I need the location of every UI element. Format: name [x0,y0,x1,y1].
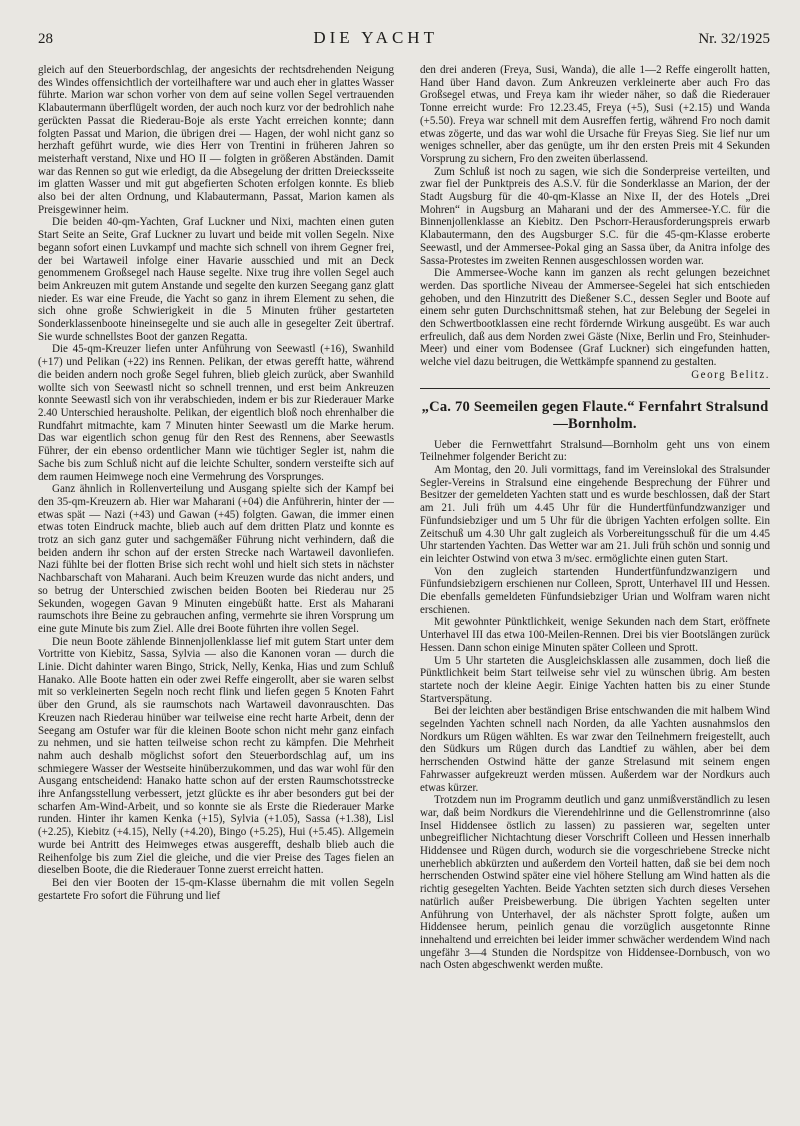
section-divider [420,388,770,389]
paragraph: Die neun Boote zählende Binnenjollenklasse lief mit gutem Start unter dem Vortritte von Kiebitz, Sassa, Sylvia — also die Kanonen voran — durch die Linie. Dicht dahinter waren Bingo, Strick, Nelly, Kenka, Hias und zum Schluß Hanako. Alle Boote hatten ein oder zwei Reffe eingerollt, aber sie waren selbst mit so verkleinerten Segeln noch recht flink und liefen gegen 5 Knoten Fahrt über den Grund, als sie raumschots nach Wartaweil davonrauschten. Das Kreuzen nach Riederau hinüber war teilweise eine recht harte Arbeit, denn der Seegang am Ostufer war für die kleinen Boote schon nicht mehr ganz einfach zu nehmen, und sie hatten teilweise schon recht zu kämpfen. Die Mehrheit nahm auch deshalb möglichst sofort den Steuerbordschlag auf, um ins schmiegere Wasser der Westseite hinüberzukommen, und das war wohl für den Ausgang entscheidend: Hanako hatte schon auf der ersten Raumschotsstrecke ihre Anfangsstellung verbessert, jetzt glückte es ihr aber besonders gut bei der scharfen Am-Wind-Arbeit, und so konnte sie als Erste die Riederauer Marke runden. Hinter ihr kamen Kenka (+15), Sylvia (+1.05), Sassa (+1.38), Lisl (+2.25), Kiebitz (+4.15), Nelly (+4.20), Bingo (+5.25), Hui (+5.45). Allgemein wurde bei Antritt des Heimweges etwas ausgerefft, deshalb blieb auch die Reihenfolge bis zum Ziel die gleiche, und die vier Preise des Tages fielen an dieselben Boote, die die Riederauer Tonne zuerst erreicht hatten. [38,635,394,877]
page-header [38,28,770,52]
paragraph: Um 5 Uhr starteten die Ausgleichsklassen alle zusammen, doch ließ die Pünktlichkeit beim Start teilweise sehr viel zu wünschen übrig. Am besten startete noch der kleine Aegir. Einige Yachten hatten bis zu einer Stunde Startverspätung. [420,654,770,705]
paragraph: Zum Schluß ist noch zu sagen, wie sich die Sonderpreise verteilten, und zwar fiel der Punktpreis des A.S.V. für die Sonderklasse an Marion, der der Stadt Augsburg für die 40-qm-Klasse an Nixe II, der des Hotels „Drei Mohren“ in Augsburg an Maharani und der des Ammersee-Y.C. für die Binnenjollenklasse an Kiebitz. Den Pschorr-Herausforderungspreis erwarb Klabautermann, den des Augsburger S.C. für die 45-qm-Klasse eroberte Seewastl, und der Ammersee-Pokal ging an Sassa über, da Anitra infolge des Sassa-Protestes im zweiten Rennen ausgeschlossen worden war. [420,165,770,267]
paragraph: Bei den vier Booten der 15-qm-Klasse übernahm die mit vollen Segeln gestartete Fro sofort die Führung und lief [38,877,394,902]
paragraph: Mit gewohnter Pünktlichkeit, wenige Sekunden nach dem Start, eröffnete Unterhavel III das etwa 100-Meilen-Rennen. Drei bis vier Bootslängen zurück Hessen. Dann schon einige Minuten später Colleen und Sprott. [420,616,770,654]
paragraph: gleich auf den Steuerbordschlag, der angesichts der rechtsdrehenden Neigung des Windes offensichtlich der vorteilhaftere war und auch eher in glattes Wasser führte. Marion war schon vorher von dem auf seine vollen Segel vertrauenden Klabautermann überflügelt worden, der auch noch kurz vor der bedrohlich nahe gerückten Passat die Riederau-Boje als erste Yacht erreichen konnte; dann folgten Passat und Marion, die übrigen drei — Hagen, der wohl nicht ganz so herzhaft geführt wurde, wie dies Herr von Trentini in früheren Jahren so meisterhaft verstand, Nixe und HO II — folgten in größeren Abständen. Damit war das Rennen so gut wie erledigt, da die Absegelung der dritten Dreiecksseite im glatten Wasser und mit gut abgefierten Schoten erfolgen konnte. Es blieb also bei der alten Ordnung, und Klabautermann, Passat, Marion kamen als Preisgewinner heim. [38,64,394,216]
paragraph: Die beiden 40-qm-Yachten, Graf Luckner und Nixi, machten einen guten Start Seite an Seite, Graf Luckner zu luvart und beide mit vollen Segeln. Nixe begann sofort einen Luvkampf und machte sich schnell von ihrem Gegner frei, der bei Wartaweil infolge einer Havarie ausschied und mit an Deck genommenem Großsegel nach Hause segelte. Nixe trug ihre vollen Segel auch beim Ankreuzen mit gutem Anstande und segelte den kurzen Seegang ganz glatt nieder. Es war eine Freude, die Yacht so ganz in ihrem Element zu sehen, die sich ohne große Schwierigkeit in die 5 Minuten früher gestarteten Sonderklassenboote hineinsegelte und sie auch alle in gesegelter Zeit übertraf. Sie wurde schnellstes Boot der ganzen Regatta. [38,216,394,343]
paragraph: Ueber die Fernwettfahrt Stralsund—Bornholm geht uns von einem Teilnehmer folgender Bericht zu: [420,438,770,464]
paragraph: Bei der leichten aber beständigen Brise entschwanden die mit halbem Wind segelnden Yachten schnell nach Norden, da alle Yachten ausnahmslos den Nordkurs um Rügen wählten. Es war zwar den Teilnehmern freigestellt, auch den Südkurs um Rügen durch das Landtief zu wählen, aber bei dem herrschenden Ostwind hätte der ganze Strelasund mit seinem engen Fahrwasser aufgekreuzt werden müssen. Außerdem war der Nordkurs auch etwas kürzer. [420,705,770,794]
paragraph: Am Montag, den 20. Juli vormittags, fand im Vereinslokal des Stralsunder Segler-Vereins in Stralsund eine eingehende Besprechung der Führer und Besitzer der gemeldeten Yachten statt und es wurde beschlossen, daß der Start am 21. Juli früh um 4.45 Uhr für die Hundertfünfundzwanziger und Fünfundsiebziger und um 5 Uhr für die übrigen Yachten erfolgen sollte. Ein Zeitschuß um 4.30 Uhr galt zugleich als Vorbereitungsschuß für die um 4.45 Uhr startenden Yachten. Das Wetter war am 21. Juli früh schön und sonnig und ein leichter Ostwind von etwa 3 m/sec. ermöglichte einen guten Start. [420,463,770,565]
issue-number: Nr. 32/1925 [698,31,770,47]
paragraph: Trotzdem nun im Programm deutlich und ganz unmißverständlich zu lesen war, daß beim Nordkurs die Vierendehlrinne und die Gellenstromrinne (also Insel Hiddensee östlich zu lassen) zu passieren war, segelten unter unbegreiflicher Nichtachtung dieser Vorschrift Colleen und Hessen innerhalb Hiddensee und Rügen durch, wodurch sie die vorgeschriebene Strecke nicht unerheblich abkürzten und außerdem den Vorteil hatten, daß sie bei dem noch herrschenden Ostwind später eine viel höhere Stellung am Wind hatten als die richtig gesegelten Yachten. Beide Yachten setzten sich durch dieses Versehen natürlich außer Preisbewerbung. Die übrigen Yachten segelten unter Anführung von Unterhavel, der als nächster Sprott folgte, außen um Hiddensee herum, peinlich genau die vorzüglich ausgetonnte Rinne innehaltend und erreichten bei leider immer schwächer werdendem Wind nach ungefähr 3—4 Stunden die Nordspitze von Hiddensee-Dornbusch, von wo nach Osten abgeschwenkt werden mußte. [420,794,770,972]
paragraph: Die 45-qm-Kreuzer liefen unter Anführung von Seewastl (+16), Swanhild (+17) und Pelikan (+22) ins Rennen. Pelikan, der etwas gerefft hatte, während die beiden andern noch große Segel fuhren, blieb gleich zurück, aber Swanhild wollte sich von Seewastl nicht so schnell trennen, und erst beim Ankreuzen konnte Seewastl sich von ihr verabschieden, indem er bis zur Riederauer Marke 2.40 Unterschied herausholte. Pelikan, der eigentlich bloß noch ehrenhalber die Rundfahrt mitmachte, kam 7 Minuten hinter Seewastl um die Marke herum. Das war eigentlich schon genug für den Rest des Rennens, aber Seewastls Führer, der ein ebenso ordentlicher Mann wie tüchtiger Segler ist, nahm die Sache bis zum Schluß nicht auf die leichte Schulter, sondern versteifte sich auf dem raumen Heimwege noch eine Vermehrung des Vorsprunges. [38,343,394,483]
signature-line [420,369,770,382]
masthead: DIE YACHT [313,28,438,47]
paragraph: Die Ammersee-Woche kann im ganzen als recht gelungen bezeichnet werden. Das sportliche Niveau der Ammersee-Segelei hat sich entschieden gehoben, und den Hinzutritt des Dießener S.C., dessen Segler und Boote auf einem sehr guten Durchschnittsmaß stehen, hat zur Belebung der Segelei in den Schwertbootklassen eine recht fördernde Wirkung ausgeübt. Es war auch erfreulich, daß aus dem Norden zwei Gäste (Nixe, Berlin und Fro, Steinhuder-Meer) und einer vom Bodensee (Graf Luckner) sich eingefunden hatten, welche viel dazu beitrugen, die Wettkämpfe spannend zu gestalten. [420,267,770,369]
author-signature: Georg Belitz. [691,368,770,381]
page-number: 28 [38,31,53,47]
right-column [420,64,770,1104]
paragraph: Von den zugleich startenden Hundertfünfundzwanzigern und Fünfundsiebzigern erschienen nur Colleen, Sprott, Unterhavel III und Hessen. Die ebenfalls gemeldeten Fünfundsiebziger Urian und Wolfram waren nicht erschienen. [420,565,770,616]
article-headline: „Ca. 70 Seemeilen gegen Flaute.“ Fernfahrt Stralsund—Bornholm. [421,398,769,432]
paragraph: den drei anderen (Freya, Susi, Wanda), die alle 1—2 Reffe eingerollt hatten, Hand über Hand davon. Zum Ankreuzen verkleinerte aber auch Fro das Großsegel etwas, und Freya kam ihr wieder näher, so daß die Riederauer Tonne erreicht wurde: Fro 12.23.45, Freya (+5), Susi (+2.15) und Wanda (+5.50). Freya war schnell mit dem Ausreffen fertig, während Fro noch damit etwas zögerte, und das war wohl die Ursache für Freyas Sieg. Sie lief nur um weniges schneller, aber das genügte, um ihr den ersten Preis mit 4 Sekunden Vorsprung zu sichern, Fro den zweiten überlassend. [420,64,770,165]
paragraph: Ganz ähnlich in Rollenverteilung und Ausgang spielte sich der Kampf bei den 35-qm-Kreuzern ab. Hier war Maharani (+04) die Anführerin, hinter der — etwas spät — Nazi (+43) und Gawan (+45) folgten. Gawan, die immer einen etwas toten Eindruck machte, blieb auch auf dem dritten Platz und konnte es trotz an sich ganz guter und sachgemäßer Führung nicht verhindern, daß die beiden andern ihr schon auf der ersten Strecke nach Wartaweil davonliefen. Nazi fühlte bei der flotten Brise sich recht wohl und hielt sich stets in nächster Nachbarschaft von Maharani. Auch beim Kreuzen wurde das nicht anders, und so betrug der Unterschied zwischen beiden Booten bei Riederau nur 25 Sekunden, wogegen Gavan 9 Minuten eingebüßt hatte. Erst als Maharani raumschots ihre Beine zu gebrauchen anfing, vermehrte sie ihren Vorsprung um eine gute Minute bis zum Ziel. Alle drei Boote führten ihre vollen Segel. [38,483,394,635]
left-column [38,64,394,1104]
